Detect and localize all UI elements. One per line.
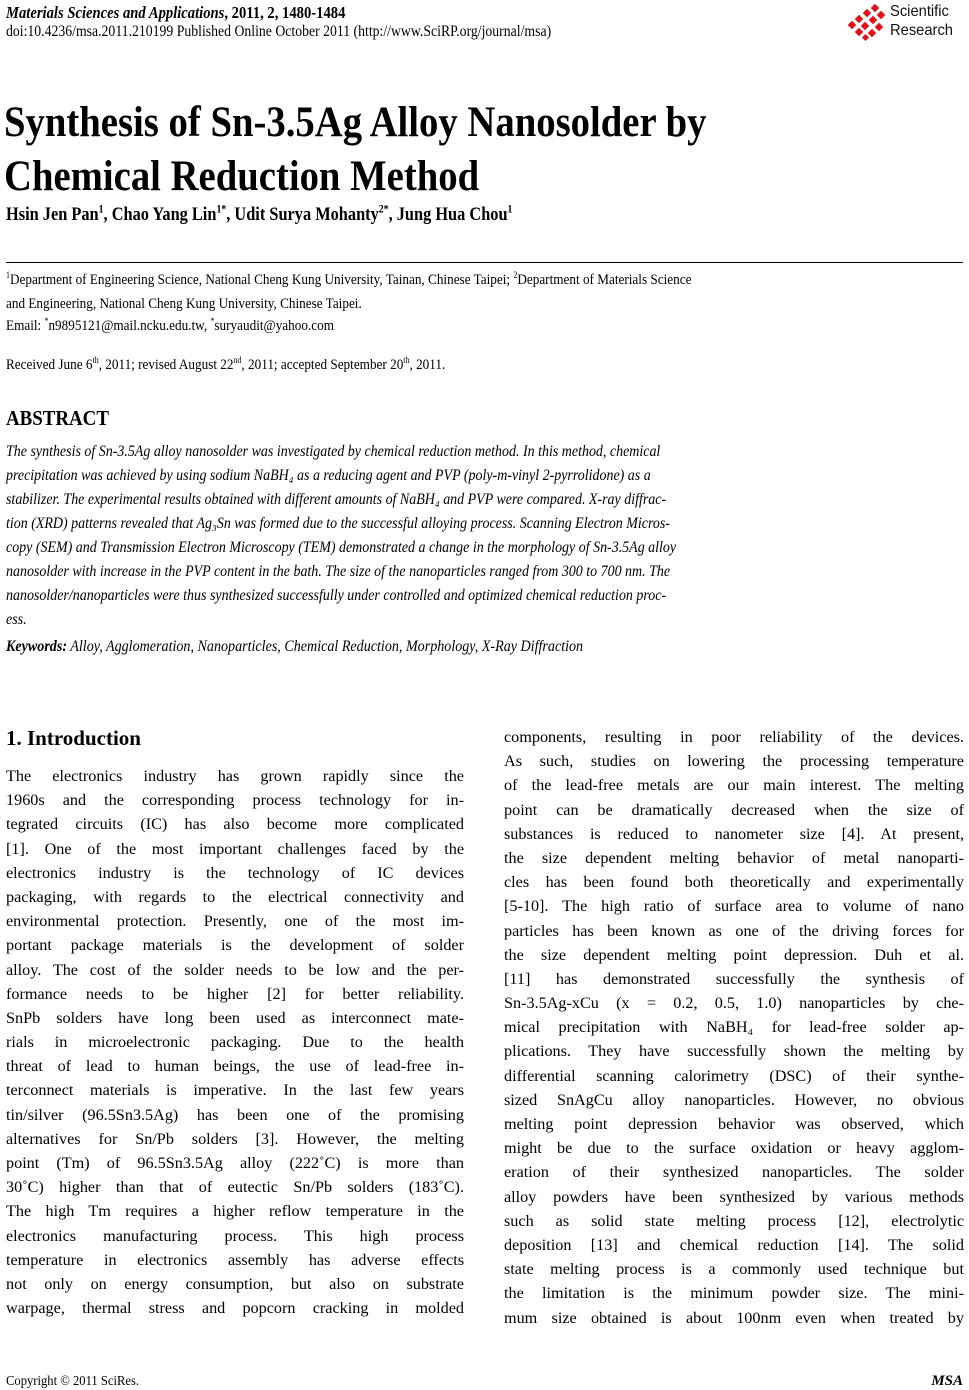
affiliation-line: $^1$Department of Engineering Science, National Cheng Kung University, Tainan, Chinese Taipei; $^2$Department of Materials Science	[6, 270, 692, 288]
body-text-line: portant package materials is the development of solder	[6, 936, 464, 955]
body-text-line: mical precipitation with NaBH₄ for lead-free solder ap-	[504, 1018, 964, 1037]
abstract-heading: ABSTRACT	[6, 406, 109, 430]
body-column-left	[6, 764, 464, 1320]
affiliation-line: and Engineering, National Cheng Kung University, Chinese Taipei.	[6, 296, 362, 312]
body-text-line: differential scanning calorimetry (DSC) of their synthe-	[504, 1066, 964, 1085]
body-text-line: threat of lead to human beings, the use of lead-free in-	[6, 1057, 464, 1076]
body-text-line: deposition [13] and chemical reduction [14]. The solid	[504, 1235, 964, 1254]
header-divider	[6, 262, 963, 263]
body-text-line: The electronics industry has grown rapidly since the	[6, 767, 464, 785]
body-text-line: alloy. The cost of the solder needs to be low and the per-	[6, 960, 464, 979]
footer-journal-abbrev: MSA	[931, 1373, 963, 1389]
footer-copyright: Copyright © 2011 SciRes.	[6, 1374, 140, 1389]
body-text-line: the limitation is the minimum powder size. The mini-	[504, 1284, 964, 1303]
body-text-line: cles has been found both theoretically and experimentally	[504, 873, 964, 892]
abstract-body	[6, 440, 964, 632]
body-text-line: alternatives for Sn/Pb solders [3]. However, the melting	[6, 1129, 464, 1148]
author: Jung Hua Chou$^1$	[396, 203, 513, 225]
body-text-line: 30˚C) higher than that of eutectic Sn/Pb solders (183˚C).	[6, 1178, 464, 1197]
body-text-line: tegrated circuits (IC) has also become more complicated	[6, 815, 464, 834]
keywords	[6, 638, 662, 656]
paper-title	[4, 96, 785, 204]
abstract-line: ess.	[6, 611, 27, 628]
body-text-line: The high Tm requires a higher reflow temperature in the	[6, 1202, 464, 1221]
abstract-line: tion (XRD) patterns revealed that Ag₃Sn was formed due to the successful alloying process. Scanning Electron Micros-	[6, 515, 670, 532]
body-text-line: electronics manufacturing process. This high process	[6, 1226, 464, 1245]
abstract-line: The synthesis of Sn-3.5Ag alloy nanosolder was investigated by chemical reduction method. In this method, chemical	[6, 443, 661, 460]
body-text-line: formance needs to be higher [2] for better reliability.	[6, 984, 464, 1003]
keywords-list: Alloy, Agglomeration, Nanoparticles, Chemical Reduction, Morphology, X-Ray Diffraction	[70, 638, 584, 655]
body-text-line: terconnect materials is imperative. In the last few years	[6, 1081, 464, 1100]
body-text-line: temperature in electronics assembly has adverse effects	[6, 1250, 464, 1269]
body-text-line: Sn-3.5Ag-xCu (x = 0.2, 0.5, 1.0) nanoparticles by che-	[504, 994, 964, 1013]
journal-name: Materials Sciences and Applications	[6, 3, 225, 22]
body-text-line: eration of their synthesized nanoparticles. The solder	[504, 1163, 964, 1182]
title-line-1: Synthesis of Sn-3.5Ag Alloy Nanosolder by	[4, 99, 707, 146]
email-link[interactable]: suryaudit@yahoo.com	[214, 318, 334, 334]
doi-text: doi:10.4236/msa.2011.210199 Published Online October 2011 (http://www.SciRP.org/journal/msa)	[6, 23, 552, 40]
body-text-line: [11] has demonstrated successfully the synthesis of	[504, 969, 964, 988]
body-text-line: plications. They have successfully shown the melting by	[504, 1042, 964, 1061]
body-text-line: mum size obtained is about 100nm even when treated by	[504, 1308, 964, 1327]
body-text-line: of the lead-free metals are our main interest. The melting	[504, 776, 964, 795]
received-dates: Received June 6th, 2011; revised August 22nd, 2011; accepted September 20th, 2011.	[6, 355, 446, 373]
abstract-line: nanosolder/nanoparticles were thus synthesized successfully under controlled and optimized chemical reduction proc-	[6, 587, 667, 604]
body-text-line: state melting process is a commonly used technique but	[504, 1260, 964, 1279]
logo-text-line2: Research	[890, 22, 954, 39]
body-text-line: packaging, with regards to the electrical connectivity and	[6, 887, 464, 906]
body-text-line: tin/silver (96.5Sn3.5Ag) has been one of the promising	[6, 1105, 464, 1124]
body-text-line: environmental protection. Presently, one of the most im-	[6, 912, 464, 931]
email-line: Email: *n9895121@mail.ncku.edu.tw, *suryaudit@yahoo.com	[6, 316, 334, 334]
doi-line	[6, 23, 640, 41]
body-text-line: electronics industry is the technology of IC devices	[6, 863, 464, 882]
body-text-line: point can be dramatically decreased when the size of	[504, 800, 964, 819]
diamond-cluster-icon	[848, 4, 888, 42]
abstract-line: precipitation was achieved by using sodium NaBH₄ as a reducing agent and PVP (poly-m-vinyl 2-pyrrolidone) as a	[6, 467, 651, 484]
body-text-line: the size dependent melting point depression. Duh et al.	[504, 945, 964, 964]
logo-text-line1: Scientific	[890, 3, 949, 20]
body-text-line: particles has been known as one of the driving forces for	[504, 921, 964, 940]
body-text-line: point (Tm) of 96.5Sn3.5Ag alloy (222˚C) is more than	[6, 1154, 464, 1172]
body-text-line: sized SnAgCu alloy nanoparticles. However, no obvious	[504, 1090, 964, 1109]
body-text-line: warpage, thermal stress and popcorn cracking in molded	[6, 1299, 464, 1318]
body-column-right	[504, 725, 964, 1330]
author: Hsin Jen Pan$^1$,	[6, 203, 112, 225]
title-line-2: Chemical Reduction Method	[4, 153, 480, 200]
author-list	[6, 204, 595, 226]
body-text-line: alloy powders have been synthesized by various methods	[504, 1187, 964, 1206]
body-text-line: SnPb solders have long been used as interconnect mate-	[6, 1008, 464, 1027]
abstract-line: copy (SEM) and Transmission Electron Microscopy (TEM) demonstrated a change in the morphology of Sn-3.5Ag alloy	[6, 539, 677, 556]
body-text-line: As such, studies on lowering the processing temperature	[504, 752, 964, 771]
body-text-line: components, resulting in poor reliability of the devices.	[504, 728, 964, 746]
body-text-line: substances is reduced to nanometer size [4]. At present,	[504, 824, 964, 843]
section-heading-introduction: 1. Introduction	[6, 726, 141, 750]
body-text-line: such as solid state melting process [12], electrolytic	[504, 1211, 964, 1230]
body-text-line: the size dependent melting behavior of metal nanoparti-	[504, 848, 964, 867]
body-text-line: not only on energy consumption, but also on substrate	[6, 1274, 464, 1293]
body-text-line: 1960s and the corresponding process technology for in-	[6, 791, 464, 810]
publisher-logo	[848, 2, 968, 44]
body-text-line: [5-10]. The high ratio of surface area to volume of nano	[504, 897, 964, 916]
author: Udit Surya Mohanty$^{2*}$,	[234, 203, 397, 225]
body-text-line: melting point depression behavior was observed, which	[504, 1115, 964, 1133]
author: Chao Yang Lin$^{1*}$,	[111, 203, 235, 225]
body-text-line: [1]. One of the most important challenges faced by the	[6, 839, 464, 858]
abstract-line: nanosolder with increase in the PVP content in the bath. The size of the nanoparticles ranged from 300 to 700 nm. The	[6, 563, 671, 580]
abstract-line: stabilizer. The experimental results obtained with different amounts of NaBH₄ and PVP were compared. X-ray diffrac-	[6, 491, 667, 508]
journal-citation	[6, 3, 401, 23]
journal-volume-pages: , 2011, 2, 1480-1484	[224, 3, 346, 22]
keywords-label: Keywords:	[6, 638, 68, 655]
body-text-line: might be due to the surface oxidation or heavy agglom-	[504, 1139, 964, 1158]
body-text-line: rials in microelectronic packaging. Due to the health	[6, 1033, 464, 1052]
email-link[interactable]: n9895121@mail.ncku.edu.tw,	[48, 318, 211, 334]
